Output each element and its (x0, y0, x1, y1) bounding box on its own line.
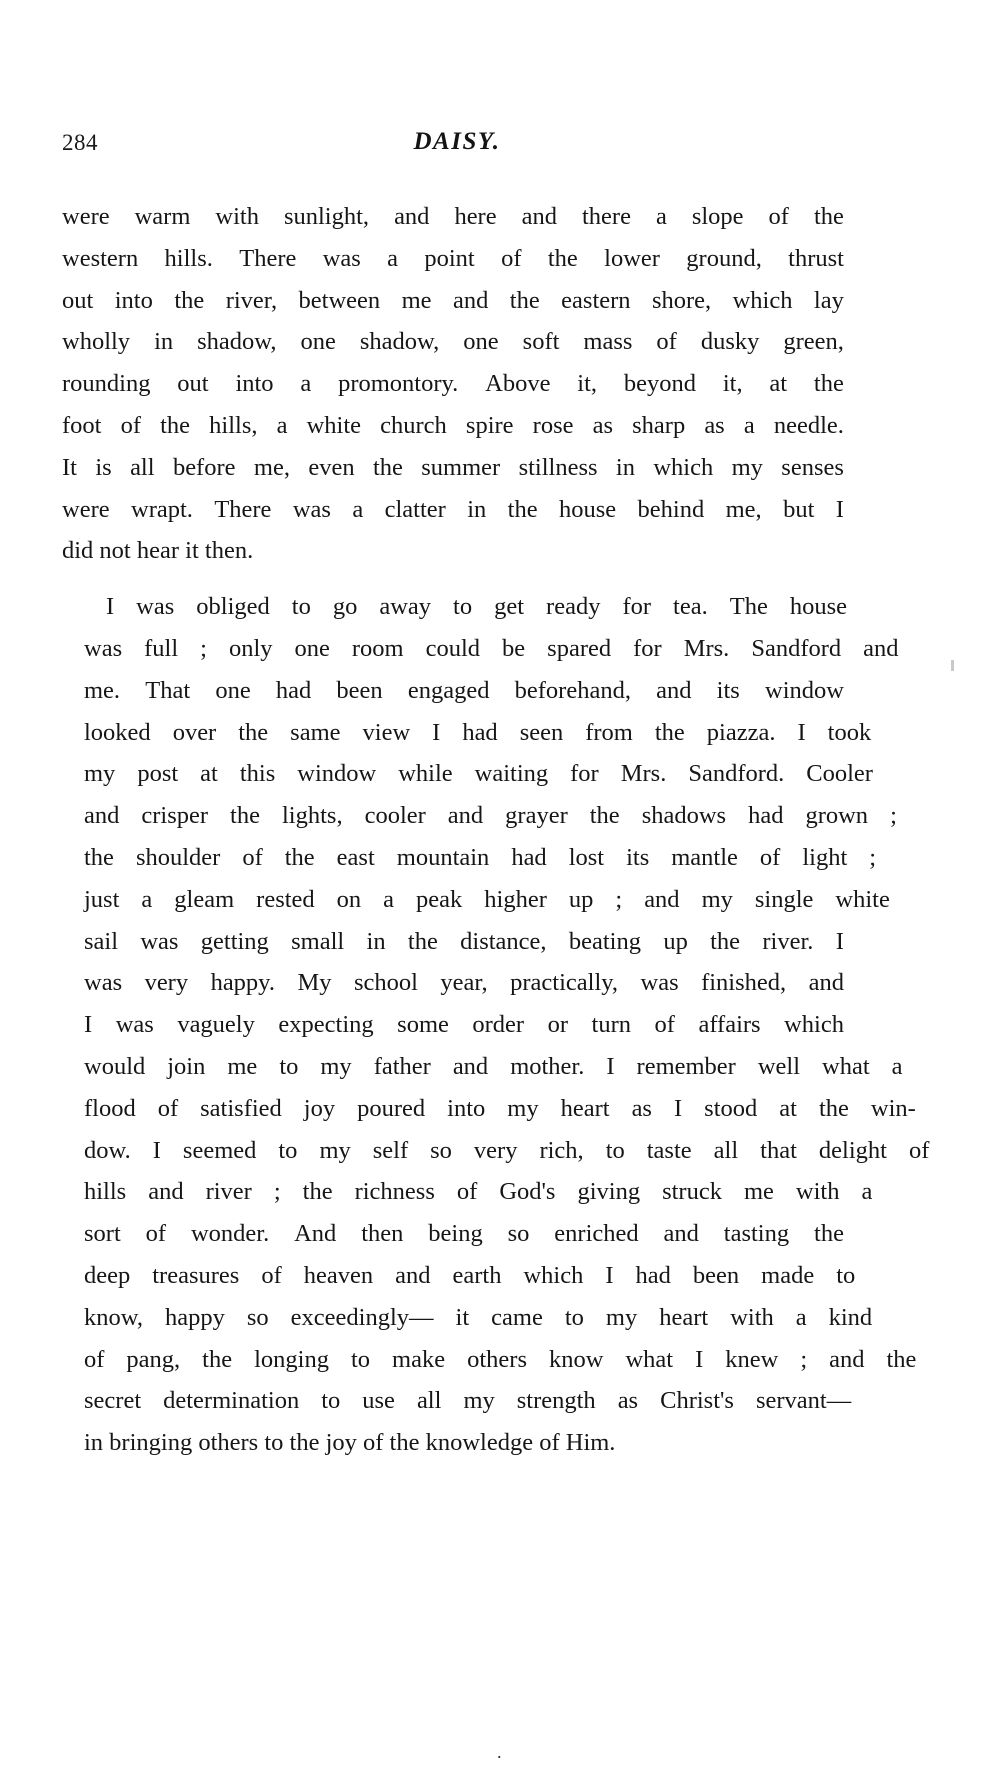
text-line: in bringing others to the joy of the knowledge of Him. (84, 1429, 616, 1457)
running-title: DAISY. (413, 128, 501, 155)
text-line: would join me to my father and mother. I remember well what a (84, 1052, 903, 1080)
page-number: 284 (62, 130, 98, 155)
text-line: of pang, the longing to make others know what I knew ; and the (84, 1345, 917, 1373)
text-line: I was vaguely expecting some order or turn of affairs which (84, 1011, 844, 1039)
text-line: wholly in shadow, one shadow, one soft mass of dusky green, (62, 328, 844, 356)
text-line: rounding out into a promontory. Above it, beyond it, at the (62, 370, 844, 398)
text-line: flood of satisfied joy poured into my heart as I stood at the win- (84, 1094, 916, 1122)
text-line: I was obliged to go away to get ready for tea. The house (106, 593, 847, 621)
page-body (62, 196, 930, 1464)
text-line: were wrapt. There was a clatter in the house behind me, but I (62, 495, 844, 523)
text-line: was full ; only one room could be spared for Mrs. Sandford and (84, 634, 899, 662)
text-line: was very happy. My school year, practically, was finished, and (84, 969, 844, 997)
text-line: the shoulder of the east mountain had lost its mantle of light ; (84, 843, 877, 871)
page-header (62, 130, 852, 162)
text-line: did not hear it then. (62, 537, 254, 565)
text-line: western hills. There was a point of the lower ground, thrust (62, 244, 844, 272)
paragraph (62, 586, 930, 1464)
text-line: secret determination to use all my strength as Christ's servant— (84, 1387, 852, 1415)
text-line: hills and river ; the richness of God's giving struck me with a (84, 1178, 873, 1206)
text-line: looked over the same view I had seen from the piazza. I took (84, 718, 872, 746)
text-line: deep treasures of heaven and earth which I had been made to (84, 1261, 856, 1289)
text-line: sail was getting small in the distance, beating up the river. I (84, 927, 844, 955)
text-line: sort of wonder. And then being so enriched and tasting the (84, 1220, 844, 1248)
text-line: know, happy so exceedingly— it came to my heart with a kind (84, 1303, 873, 1331)
paragraph (62, 196, 844, 572)
text-line: were warm with sunlight, and here and there a slope of the (62, 203, 844, 230)
text-line: my post at this window while waiting for Mrs. Sandford. Cooler (84, 760, 873, 788)
text-line: just a gleam rested on a peak higher up ; and my single white (84, 885, 890, 913)
page-speck (951, 660, 954, 671)
text-line: It is all before me, even the summer stillness in which my senses (62, 453, 844, 481)
text-line: dow. I seemed to my self so very rich, to taste all that delight of (84, 1136, 930, 1164)
text-line: me. That one had been engaged beforehand, and its window (84, 676, 844, 704)
text-line: out into the river, between me and the eastern shore, which lay (62, 286, 844, 314)
text-line: foot of the hills, a white church spire rose as sharp as a needle. (62, 411, 844, 439)
text-line: and crisper the lights, cooler and grayer the shadows had grown ; (84, 802, 897, 830)
footer-mark: . (497, 1742, 502, 1762)
